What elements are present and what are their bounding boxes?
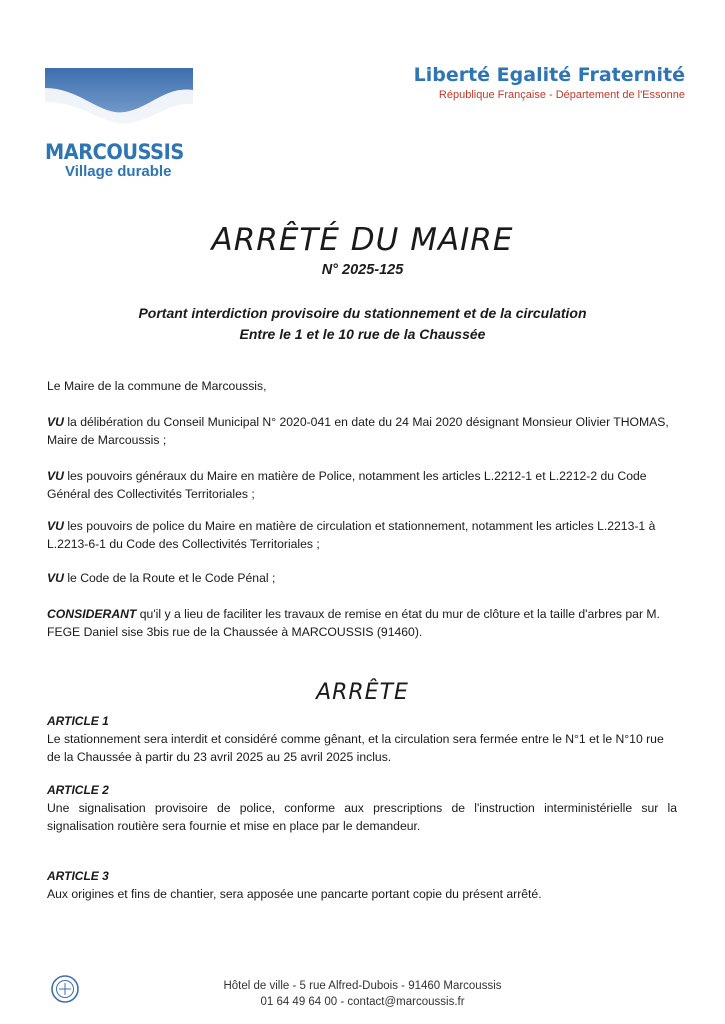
consideration-5	[47, 605, 677, 641]
consideration-lead: VU	[47, 415, 64, 429]
footer-address: Hôtel de ville - 5 rue Alfred-Dubois - 91460 Marcoussis	[223, 980, 502, 992]
decree-number: N° 2025-125	[321, 262, 404, 278]
consideration-text: le Code de la Route et le Code Pénal ;	[63, 571, 276, 585]
consideration-1	[47, 413, 677, 449]
intro-paragraph	[47, 377, 677, 395]
subject-line-1: Portant interdiction provisoire du stationnement et de la circulation	[138, 305, 587, 321]
arrete-heading: ARRÊTE	[316, 680, 409, 705]
consideration-4	[47, 569, 677, 587]
article-title: ARTICLE 1	[47, 714, 109, 728]
article-title: ARTICLE 2	[47, 783, 109, 797]
article-2	[47, 781, 677, 835]
subject-line-2: Entre le 1 et le 10 rue de la Chaussée	[239, 326, 486, 342]
consideration-lead: VU	[47, 519, 64, 533]
consideration-lead: VU	[47, 571, 64, 585]
motto-subtext: République Française - Département de l'Essonne	[438, 89, 685, 101]
article-3	[47, 867, 677, 903]
logo-name: MARCOUSSIS	[45, 140, 184, 164]
consideration-2	[47, 467, 677, 503]
logo-tagline: Village durable	[65, 163, 172, 180]
decree-subject	[0, 303, 725, 345]
republic-motto	[414, 64, 685, 101]
article-text: Une signalisation provisoire de police, conforme aux prescriptions de l'instruction interministérielle sur la signalisation routière sera fournie et mise en place par le demandeur.	[47, 801, 677, 833]
motto-text: Liberté Egalité Fraternité	[413, 64, 685, 86]
intro-text: Le Maire de la commune de Marcoussis,	[47, 379, 267, 393]
consideration-text: la délibération du Conseil Municipal N° 2020-041 en date du 24 Mai 2020 désignant Monsieur Olivier THOMAS, Maire de Marcoussis ;	[47, 415, 669, 447]
marcoussis-logo	[45, 68, 195, 180]
consideration-lead: VU	[47, 469, 64, 483]
article-text: Aux origines et fins de chantier, sera apposée une pancarte portant copie du présent arrêté.	[47, 887, 542, 901]
consideration-lead: CONSIDERANT	[47, 607, 137, 621]
footer-contact: 01 64 49 64 00 - contact@marcoussis.fr	[260, 996, 465, 1008]
consideration-text: les pouvoirs généraux du Maire en matière de Police, notamment les articles L.2212-1 et L.2212-2 du Code Général des Collectivités Territoriales ;	[47, 469, 647, 501]
consideration-text: qu'il y a lieu de faciliter les travaux de remise en état du mur de clôture et la taille d'arbres par M. FEGE Daniel sise 3bis rue de la Chaussée à MARCOUSSIS (91460).	[47, 607, 660, 639]
article-1	[47, 712, 677, 766]
page-footer	[0, 978, 725, 1010]
consideration-text: les pouvoirs de police du Maire en matière de circulation et stationnement, notamment les articles L.2213-1 à L.2213-6-1 du Code des Collectivités Territoriales ;	[47, 519, 656, 551]
document-title: ARRÊTÉ DU MAIRE	[211, 222, 514, 258]
logo-wave-graphic	[45, 68, 193, 138]
article-title: ARTICLE 3	[47, 869, 109, 883]
article-text: Le stationnement sera interdit et considéré comme gênant, et la circulation sera fermée entre le N°1 et le N°10 rue de la Chaussée à partir du 23 avril 2025 au 25 avril 2025 inclus.	[47, 732, 664, 764]
consideration-3	[47, 517, 677, 553]
